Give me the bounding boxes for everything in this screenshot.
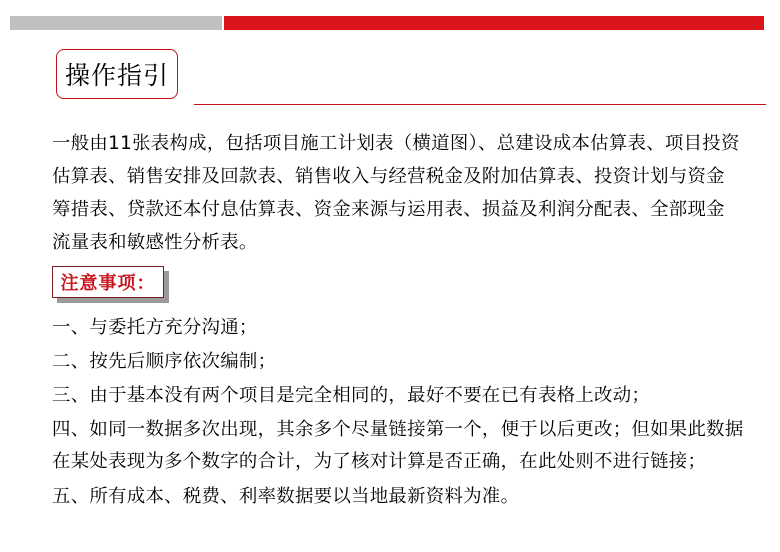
notice-heading bbox=[52, 266, 164, 298]
notice-item-1: 一、与委托方充分沟通； bbox=[52, 317, 258, 338]
notice-heading-text: 注意事项： bbox=[60, 273, 156, 294]
header-gray-bar bbox=[10, 16, 222, 30]
page-title-text: 操作指引 bbox=[64, 61, 169, 90]
page-title bbox=[56, 49, 178, 99]
notice-item-2: 二、按先后顺序依次编制； bbox=[52, 351, 277, 372]
notice-list bbox=[52, 312, 752, 515]
notice-item-5: 五、所有成本、税费、利率数据要以当地最新资料为准。 bbox=[52, 486, 520, 507]
intro-paragraph: 一般由11张表构成，包括项目施工计划表（横道图）、总建设成本估算表、项目投资估算表、销售安排及回款表、销售收入与经营税金及附加估算表、投资计划与资金筹措表、贷款还本付息估算表、资金来源与运用表、损益及利润分配表、全部现金流量表和敏感性分析表。 bbox=[52, 133, 740, 253]
notice-item-4: 四、如同一数据多次出现，其余多个尽量链接第一个，便于以后更改；但如果此数据在某处表现为多个数字的合计，为了核对计算是否正确，在此处则不进行链接； bbox=[52, 419, 744, 472]
header-red-bar bbox=[224, 16, 764, 30]
notice-item-3: 三、由于基本没有两个项目是完全相同的，最好不要在已有表格上改动； bbox=[52, 385, 651, 406]
title-underline bbox=[194, 104, 766, 105]
